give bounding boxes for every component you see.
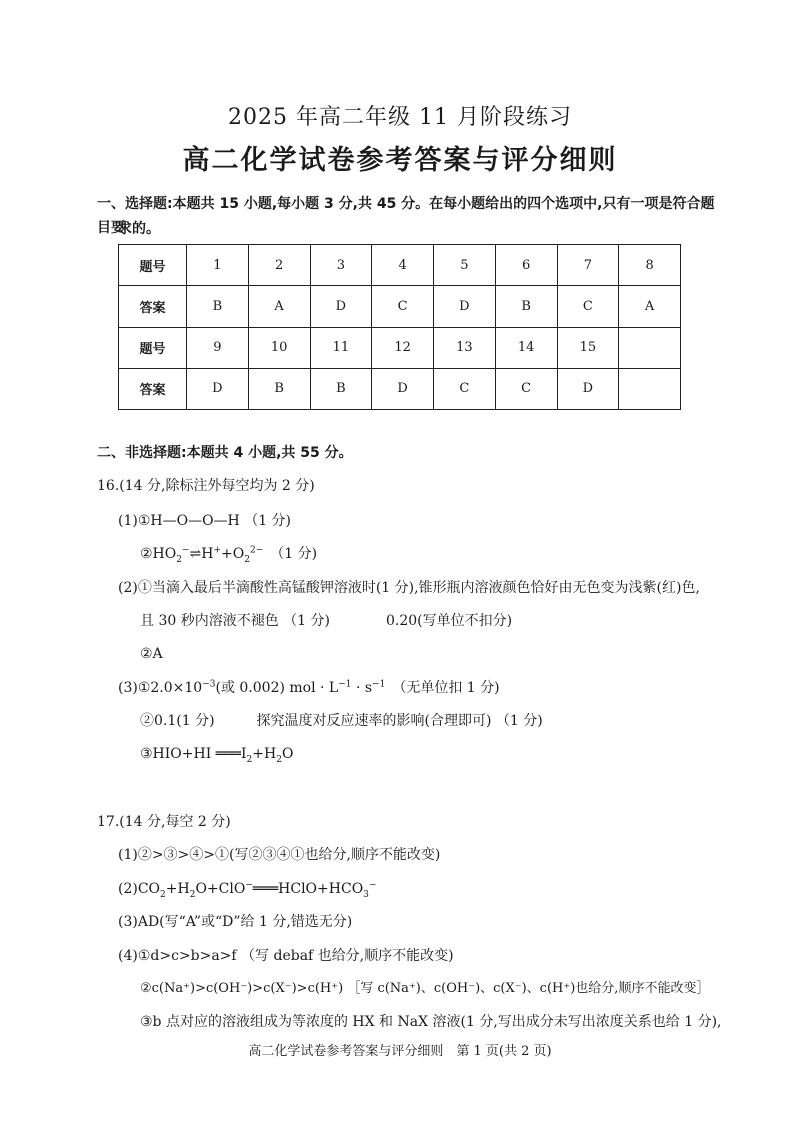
table-cell: 3 xyxy=(310,245,372,286)
q17-p2a: (2)CO xyxy=(118,881,161,897)
table-cell xyxy=(619,327,681,368)
q16-p3-3c: O xyxy=(281,746,294,762)
answer-table-body xyxy=(119,245,681,410)
q16-part3-3: ③HIO+HI $═══I_2+H_2O$ xyxy=(140,746,294,765)
table-row xyxy=(119,245,681,286)
q16-p3-3b: +H xyxy=(252,746,277,762)
table-cell: 1 xyxy=(187,245,249,286)
table-cell: 11 xyxy=(310,327,372,368)
table-cell: D xyxy=(372,368,434,409)
q16-p1-2c: +O xyxy=(221,546,245,562)
q17-p2c: O+ClO xyxy=(195,881,246,897)
q17-p2d: ═══HClO+HCO xyxy=(252,881,364,897)
table-cell: 12 xyxy=(372,327,434,368)
table-cell: B xyxy=(495,286,557,327)
exam-title: 2025 年高二年级 11 月阶段练习 xyxy=(228,105,572,130)
table-cell: D xyxy=(187,368,249,409)
section2-heading: 二、非选择题:本题共 4 小题,共 55 分。 xyxy=(97,445,353,461)
section1-heading xyxy=(97,192,717,240)
table-cell: 10 xyxy=(248,327,310,368)
row-label: 题号 xyxy=(119,245,187,286)
table-row xyxy=(119,368,681,409)
q17-part4-2: ②c(Na⁺)>c(OH⁻)>c(X⁻)>c(H⁺) ［写 c(Na⁺)、c(OH⁻)、c(X⁻)、c(H⁺)也给分,顺序不能改变］ xyxy=(140,981,710,996)
q16-part2-2: 且 30 秒内溶液不褪色 （1 分) 0.20(写单位不扣分) xyxy=(140,613,513,629)
q17-p2b: +H xyxy=(165,881,190,897)
table-cell: D xyxy=(310,286,372,327)
table-cell: B xyxy=(248,368,310,409)
table-cell: 15 xyxy=(557,327,619,368)
table-cell: A xyxy=(248,286,310,327)
section1-title-line1: 一、选择题:本题共 15 小题,每小题 3 分,共 45 分。在每小题给出的四个选项中,只有一项是符合题目要 xyxy=(97,196,715,236)
q16-p3-1a: (3)①2.0×10 xyxy=(118,680,203,696)
table-cell: C xyxy=(372,286,434,327)
q16-p1-2d: （1 分) xyxy=(277,546,318,562)
table-row xyxy=(119,327,681,368)
table-cell: A xyxy=(619,286,681,327)
table-cell: C xyxy=(557,286,619,327)
q16-heading: 16.(14 分,除标注外每空均为 2 分) xyxy=(97,478,315,494)
q16-p1-2a: ②HO xyxy=(140,546,177,562)
q16-part3-1: $(3)①2.0\times 10^{-3}$(或 0.002) mol · $L^{-1} \cdot s^{-1}$ （无单位扣 1 分) xyxy=(118,679,500,696)
row-label: 题号 xyxy=(119,327,187,368)
page-footer: 高二化学试卷参考答案与评分细则 第 1 页(共 2 页) xyxy=(248,1044,552,1059)
row-label: 答案 xyxy=(119,368,187,409)
table-cell: B xyxy=(310,368,372,409)
table-cell: D xyxy=(434,286,496,327)
q17-part2: $(2)CO_2+H_2O+ClO^-═══HClO+HCO_3^-$ xyxy=(118,880,377,900)
table-cell: 13 xyxy=(434,327,496,368)
q16-p3-3a: ③HIO+HI ═══I xyxy=(140,746,247,762)
table-cell: C xyxy=(495,368,557,409)
table-cell: C xyxy=(434,368,496,409)
section1-heading-line2: 求的。 xyxy=(118,221,160,237)
q17-part4-3: ③b 点对应的溶液组成为等浓度的 HX 和 NaX 溶液(1 分,写出成分未写出浓度关系也给 1 分), xyxy=(140,1014,722,1030)
q16-part1-1: (1)①H—O—O—H （1 分) xyxy=(118,513,292,529)
q16-part2-3: ②A xyxy=(140,646,163,662)
table-cell: 2 xyxy=(248,245,310,286)
table-cell xyxy=(619,368,681,409)
q17-part1: (1)②>③>④>①(写②③④①也给分,顺序不能改变) xyxy=(118,847,441,863)
q16-part1-2: $②HO_2^-\rightleftharpoons H^++O_2^{2-}$ （1 分) xyxy=(140,545,318,565)
table-cell: D xyxy=(557,368,619,409)
q17-part4-1: (4)①d>c>b>a>f （写 debaf 也给分,顺序不能改变) xyxy=(118,948,454,964)
document-title: 高二化学试卷参考答案与评分细则 xyxy=(182,145,618,176)
table-cell: B xyxy=(187,286,249,327)
q16-p3-1d: （无单位扣 1 分) xyxy=(399,680,500,696)
q16-p3-1b: (或 0.002) mol · L xyxy=(215,680,339,696)
table-cell: 14 xyxy=(495,327,557,368)
q17-heading: 17.(14 分,每空 2 分) xyxy=(97,814,231,830)
table-cell: 9 xyxy=(187,327,249,368)
row-label: 答案 xyxy=(119,286,187,327)
q16-p1-2b: ⇌H xyxy=(189,546,214,562)
table-cell: 5 xyxy=(434,245,496,286)
table-row xyxy=(119,286,681,327)
q16-part2-1: (2)①当滴入最后半滴酸性高锰酸钾溶液时(1 分),锥形瓶内溶液颜色恰好由无色变为浅紫(红)色, xyxy=(118,580,700,596)
q16-part3-2: ②0.1(1 分) 探究温度对反应速率的影响(合理即可) （1 分) xyxy=(140,713,543,729)
q17-part3: (3)AD(写“A”或“D”给 1 分,错选无分) xyxy=(118,914,353,930)
table-cell: 6 xyxy=(495,245,557,286)
q16-p3-1c: · s xyxy=(351,680,373,696)
table-cell: 7 xyxy=(557,245,619,286)
table-cell: 8 xyxy=(619,245,681,286)
answer-table xyxy=(118,244,681,410)
table-cell: 4 xyxy=(372,245,434,286)
